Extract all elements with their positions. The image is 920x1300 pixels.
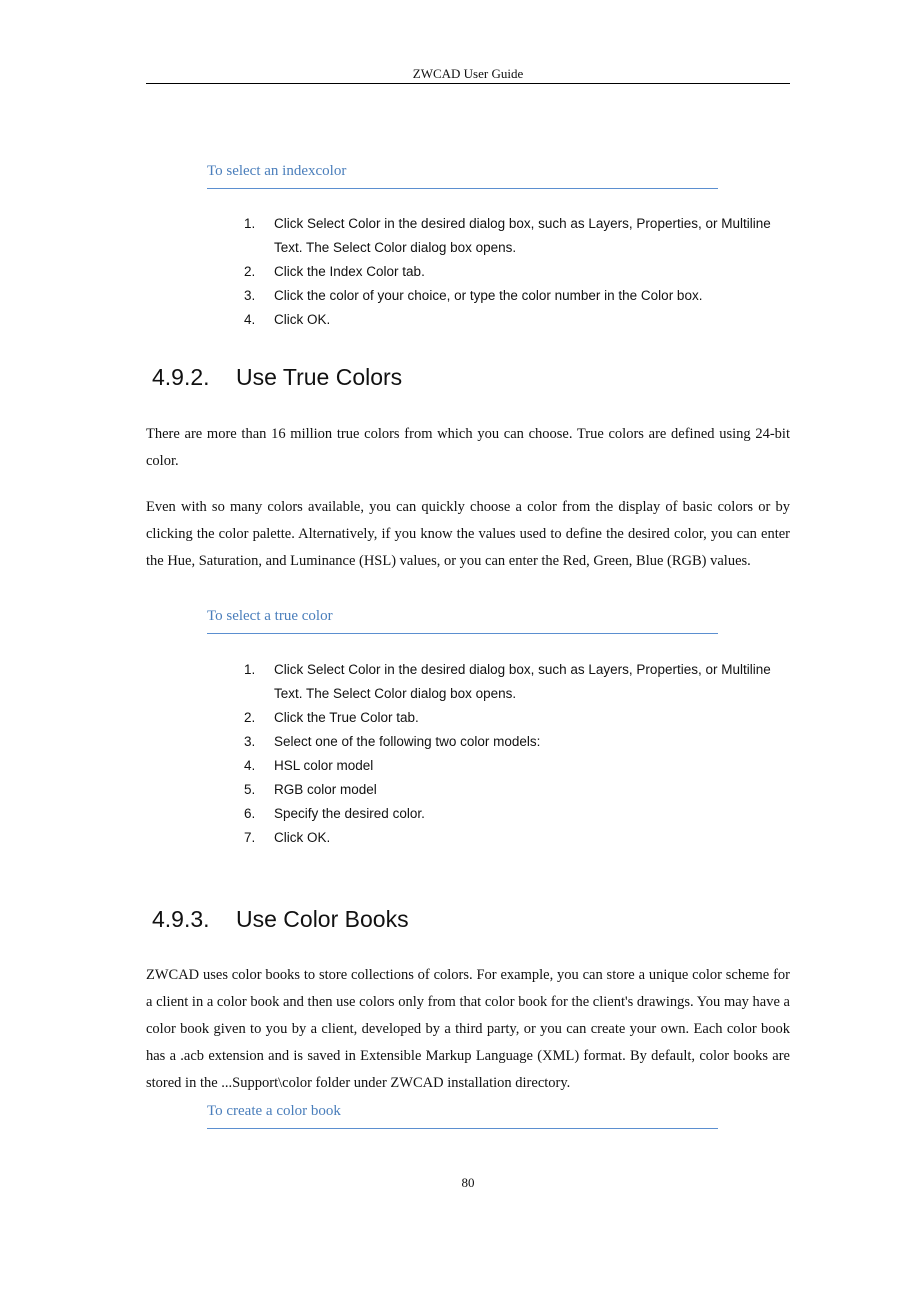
section-title: Use True Colors	[236, 364, 403, 390]
step-text: Click OK.	[274, 830, 331, 845]
section-number: 4.9.3.	[152, 906, 210, 932]
list-item: 1. Click Select Color in the desired dialog box, such as Layers, Properties, or Multiline Text. The Select Color dialog box opens.	[244, 216, 771, 255]
steps-list-index-color	[240, 212, 792, 332]
section-title: Use Color Books	[236, 906, 409, 932]
step-text: HSL color model	[274, 758, 374, 773]
step-text: Click Select Color in the desired dialog box, such as Layers, Properties, or Multiline Text. The Select Color dialog box opens.	[274, 216, 771, 255]
page-number: 80	[461, 1175, 475, 1190]
section-number: 4.9.2.	[152, 364, 210, 390]
header-rule	[146, 83, 790, 84]
list-item: 1. Click Select Color in the desired dialog box, such as Layers, Properties, or Multiline Text. The Select Color dialog box opens.	[244, 662, 771, 701]
paragraph: Even with so many colors available, you can quickly choose a color from the display of basic colors or by clicking the color palette. Alternatively, if you know the values used to define the desired color, you can enter the Hue, Saturation, and Luminance (HSL) values, or you can enter the Red, Green, Blue (RGB) values.	[146, 499, 790, 569]
list-item: 4. Click OK.	[244, 312, 331, 327]
section-heading	[152, 364, 402, 391]
list-item: 4. HSL color model	[244, 758, 374, 773]
running-header: ZWCAD User Guide	[412, 66, 524, 81]
procedure-heading: To select a true color	[207, 608, 718, 634]
step-text: RGB color model	[274, 782, 377, 797]
step-text: Specify the desired color.	[274, 806, 425, 821]
list-item: 2. Click the Index Color tab.	[244, 264, 425, 279]
section-heading	[152, 906, 409, 933]
list-item: 6. Specify the desired color.	[244, 806, 425, 821]
procedure-heading: To select an indexcolor	[207, 163, 718, 189]
procedure-heading: To create a color book	[207, 1103, 718, 1129]
step-text: Select one of the following two color models:	[274, 734, 541, 749]
paragraph: ZWCAD uses color books to store collections of colors. For example, you can store a unique color scheme for a client in a color book and then use colors only from that color book for the client's drawings. You may have a color book given to you by a client, developed by a third party, or you can create your own. Each color book has a .acb extension and is saved in Extensible Markup Language (XML) format. By default, color books are stored in the ...Support\color folder under ZWCAD installation directory.	[146, 967, 790, 1091]
list-item: 7. Click OK.	[244, 830, 331, 845]
list-item: 5. RGB color model	[244, 782, 377, 797]
step-text: Click OK.	[274, 312, 331, 327]
list-item: 3. Click the color of your choice, or type the color number in the Color box.	[244, 288, 703, 303]
list-item: 3. Select one of the following two color models:	[244, 734, 541, 749]
list-item: 2. Click the True Color tab.	[244, 710, 419, 725]
step-text: Click the Index Color tab.	[274, 264, 425, 279]
step-text: Click Select Color in the desired dialog box, such as Layers, Properties, or Multiline Text. The Select Color dialog box opens.	[274, 662, 771, 701]
step-text: Click the color of your choice, or type the color number in the Color box.	[274, 288, 703, 303]
step-text: Click the True Color tab.	[274, 710, 419, 725]
paragraph: There are more than 16 million true colors from which you can choose. True colors are defined using 24-bit color.	[146, 426, 790, 469]
steps-list-true-color	[240, 658, 792, 850]
